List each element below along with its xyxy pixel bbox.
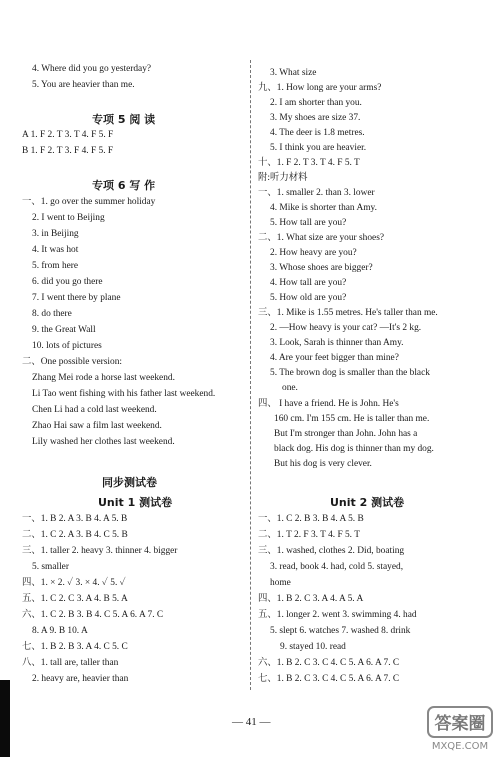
answer-line: 十、1. F 2. T 3. T 4. F 5. T	[258, 158, 360, 168]
answer-line: 10. lots of pictures	[32, 341, 102, 351]
answer-line: 3. What size	[270, 68, 317, 78]
answer-line: 5. The brown dog is smaller than the black	[270, 368, 430, 378]
answer-line: 二、1. C 2. A 3. B 4. C 5. B	[22, 530, 128, 540]
answer-line: 4. Where did you go yesterday?	[32, 64, 152, 74]
answer-line: home	[270, 578, 291, 588]
answer-line: 6. did you go there	[32, 277, 103, 287]
answer-line: 五、1. C 2. C 3. A 4. B 5. A	[22, 594, 128, 604]
binding-edge	[0, 680, 10, 757]
watermark-url: MXQE.COM	[431, 741, 489, 752]
answer-line: 七、1. B 2. C 3. C 4. C 5. A 6. A 7. C	[258, 674, 400, 684]
answer-line: 4. It was hot	[32, 245, 79, 255]
answer-line: 8. A 9. B 10. A	[32, 626, 88, 636]
answer-line: 二、1. What size are your shoes?	[258, 233, 384, 243]
answer-line: 一、1. smaller 2. than 3. lower	[258, 188, 375, 198]
watermark-text: 答案圈	[434, 714, 486, 734]
answer-line: Chen Li had a cold last weekend.	[32, 405, 157, 415]
answer-line: Lily washed her clothes last weekend.	[32, 437, 175, 447]
answer-line: 8. do there	[32, 309, 72, 319]
answer-line: 4. How tall are you?	[270, 278, 347, 288]
answer-line: But his dog is very clever.	[274, 459, 372, 469]
answer-line: 4. Mike is shorter than Amy.	[270, 203, 377, 213]
answer-line: 一、1. C 2. B 3. B 4. A 5. B	[258, 514, 364, 524]
answer-line: 5. smaller	[32, 562, 69, 572]
answer-line: 五、1. longer 2. went 3. swimming 4. had	[258, 610, 417, 620]
answer-line: 2. —How heavy is your cat? —It's 2 kg.	[270, 323, 422, 333]
answer-line: 三、1. Mike is 1.55 metres. He's taller than me.	[258, 308, 438, 318]
answer-line: 3. read, book 4. had, cold 5. stayed,	[270, 562, 404, 572]
answer-line: 七、1. B 2. B 3. A 4. C 5. C	[22, 642, 128, 652]
answer-line: 5. I think you are heavier.	[270, 143, 367, 153]
answer-line: 三、1. taller 2. heavy 3. thinner 4. bigger	[22, 546, 178, 556]
answer-line: 5. slept 6. watches 7. washed 8. drink	[270, 626, 411, 636]
answer-line: 四、1. × 2. ✓ 3. × 4. ✓ 5. ✓	[22, 578, 126, 588]
watermark-logo	[426, 705, 494, 753]
answer-line: 4. Are your feet bigger than mine?	[270, 353, 399, 363]
answer-line: 2. How heavy are you?	[270, 248, 357, 258]
answer-line: 2. heavy are, heavier than	[32, 674, 129, 684]
answer-line: A 1. F 2. T 3. T 4. F 5. F	[22, 130, 114, 140]
answer-line: 3. My shoes are size 37.	[270, 113, 361, 123]
answer-line: one.	[282, 383, 298, 393]
answer-line: black dog. His dog is thinner than my dog.	[274, 444, 434, 454]
answer-line: Li Tao went fishing with his father last weekend.	[32, 389, 216, 399]
answer-line: 二、One possible version:	[22, 357, 122, 367]
answer-line: 六、1. C 2. B 3. B 4. C 5. A 6. A 7. C	[22, 610, 164, 620]
answer-line: 5. How old are you?	[270, 293, 347, 303]
answer-line: 9. stayed 10. read	[280, 642, 346, 652]
answer-line: 3. Whose shoes are bigger?	[270, 263, 373, 273]
answer-line: 2. I went to Beijing	[32, 213, 105, 223]
answer-line: 二、1. T 2. F 3. T 4. F 5. T	[258, 530, 360, 540]
answer-line: 六、1. B 2. C 3. C 4. C 5. A 6. A 7. C	[258, 658, 400, 668]
answer-line: Zhang Mei rode a horse last weekend.	[32, 373, 175, 383]
answer-line: 四、1. B 2. C 3. A 4. A 5. A	[258, 594, 364, 604]
answer-line: Zhao Hai saw a film last weekend.	[32, 421, 162, 431]
answer-line: 160 cm. I'm 155 cm. He is taller than me.	[274, 414, 430, 424]
answer-line: 附:听力材料	[258, 173, 308, 183]
section-heading: Unit 2 测试卷	[330, 496, 405, 509]
column-divider	[250, 60, 251, 690]
section-heading: 专项 6 写 作	[92, 179, 156, 192]
section-heading: 专项 5 阅 读	[92, 113, 156, 126]
answer-line: 9. the Great Wall	[32, 325, 96, 335]
answer-line: 九、1. How long are your arms?	[258, 83, 382, 93]
answer-line: 四、 I have a friend. He is John. He's	[258, 399, 399, 409]
answer-line: 2. I am shorter than you.	[270, 98, 362, 108]
section-heading: Unit 1 测试卷	[98, 496, 173, 509]
answer-line: 八、1. tall are, taller than	[22, 658, 119, 668]
answer-line: B 1. F 2. T 3. F 4. F 5. F	[22, 146, 114, 156]
answer-line: 5. How tall are you?	[270, 218, 347, 228]
answer-line: 7. I went there by plane	[32, 293, 121, 303]
section-heading: 同步测试卷	[102, 476, 157, 489]
answer-line: 一、1. B 2. A 3. B 4. A 5. B	[22, 514, 128, 524]
answer-line: 5. You are heavier than me.	[32, 80, 135, 90]
answer-line: 一、1. go over the summer holiday	[22, 197, 156, 207]
page-number: — 41 —	[232, 716, 271, 728]
answer-line: 三、1. washed, clothes 2. Did, boating	[258, 546, 405, 556]
answer-line: 5. from here	[32, 261, 79, 271]
answer-line: 3. Look, Sarah is thinner than Amy.	[270, 338, 404, 348]
answer-line: But I'm stronger than John. John has a	[274, 429, 418, 439]
answer-line: 3. in Beijing	[32, 229, 79, 239]
answer-line: 4. The deer is 1.8 metres.	[270, 128, 365, 138]
